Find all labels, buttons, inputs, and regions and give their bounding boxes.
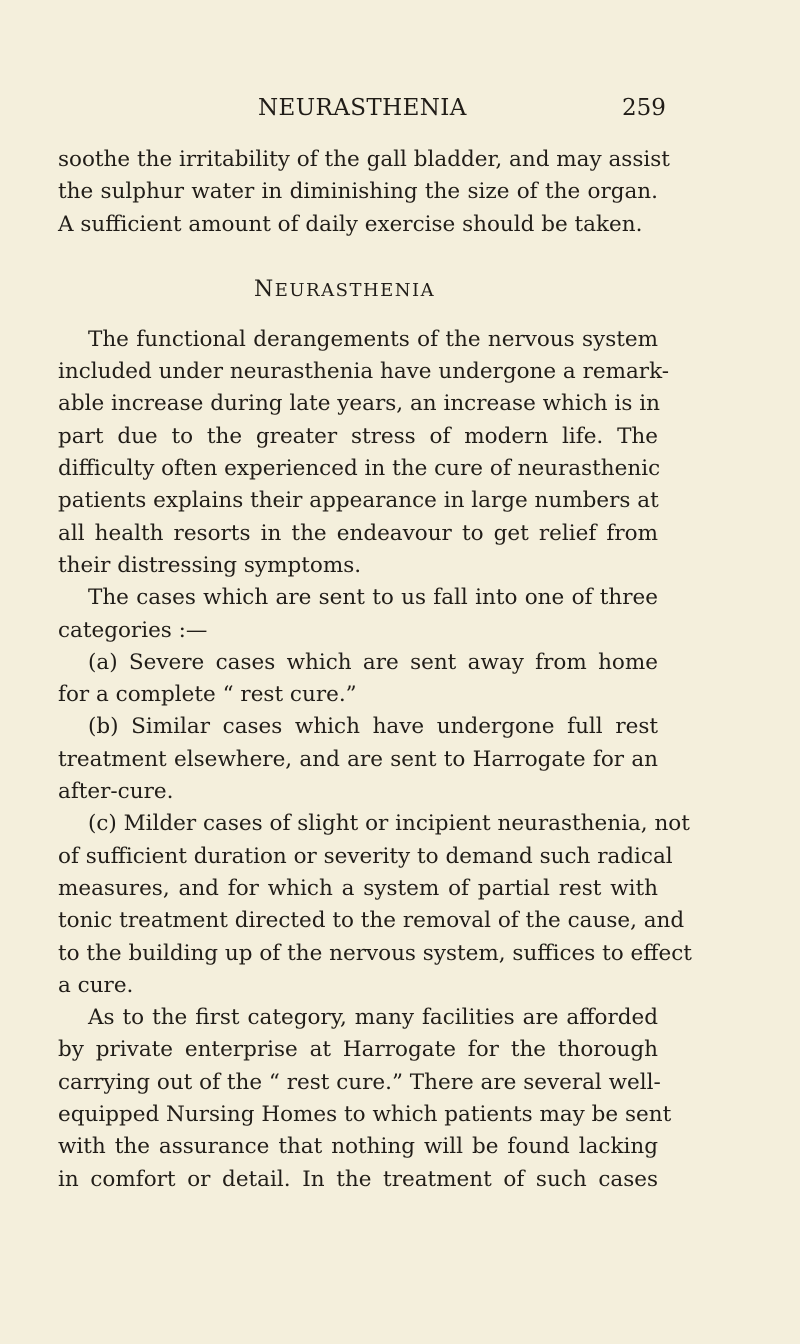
text-line: all health resorts in the endeavour to get relief from: [58, 520, 658, 546]
text-line: for a complete “ rest cure.”: [58, 682, 357, 708]
text-line: soothe the irritability of the gall bladder, and may assist: [58, 147, 670, 172]
text-line: The cases which are sent to us fall into one of three: [88, 585, 658, 611]
text-line: (b) Similar cases which have undergone full rest: [88, 714, 658, 740]
text-line: patients explains their appearance in large numbers at: [58, 488, 659, 514]
text-line: difficulty often experienced in the cure of neurasthenic: [58, 456, 661, 482]
text-line: their distressing symptoms.: [58, 552, 362, 578]
text-line: able increase during late years, an increase which is in: [58, 391, 660, 417]
paragraph: [58, 324, 669, 582]
section-heading: [58, 274, 658, 306]
text-line: measures, and for which a system of partial rest with: [58, 875, 658, 901]
text-line: tonic treatment directed to the removal of the cause, and: [58, 908, 685, 934]
list-item-a: [58, 647, 658, 712]
page-number: 259: [622, 95, 666, 121]
body-text: [58, 144, 692, 1196]
paragraph: [58, 144, 670, 241]
text-line: part due to the greater stress of modern life. The: [58, 423, 658, 449]
running-title: NEURASTHENIA: [258, 95, 467, 121]
list-item-b: [58, 711, 658, 808]
paragraph: [58, 1002, 672, 1196]
text-line: of sufficient duration or severity to demand such radical: [58, 843, 673, 869]
text-line: by private enterprise at Harrogate for the thorough: [58, 1037, 658, 1063]
text-line: (a) Severe cases which are sent away from home: [88, 649, 658, 675]
text-line: carrying out of the “ rest cure.” There are several well-: [58, 1069, 661, 1095]
text-line: the sulphur water in diminishing the size of the organ.: [58, 179, 658, 205]
text-line: The functional derangements of the nervous system: [88, 326, 658, 352]
running-head: [0, 95, 800, 135]
text-line: (c) Milder cases of slight or incipient neurasthenia, not: [88, 811, 690, 837]
text-line: in comfort or detail. In the treatment of such cases: [58, 1166, 658, 1192]
list-item-c: [58, 808, 692, 1002]
section-heading-initial: N: [254, 276, 275, 302]
text-line: categories :—: [58, 617, 208, 643]
paragraph: [58, 582, 658, 647]
text-line: included under neurasthenia have undergone a remark-: [58, 359, 669, 385]
text-line: after-cure.: [58, 779, 174, 805]
text-line: a cure.: [58, 972, 134, 998]
text-line: with the assurance that nothing will be found lacking: [58, 1134, 658, 1160]
text-line: A sufficient amount of daily exercise should be taken.: [58, 211, 643, 237]
text-line: to the building up of the nervous system, suffices to effect: [58, 940, 692, 966]
text-line: As to the first category, many facilities are afforded: [88, 1005, 658, 1031]
text-line: equipped Nursing Homes to which patients may be sent: [58, 1102, 672, 1128]
text-line: treatment elsewhere, and are sent to Harrogate for an: [58, 746, 658, 772]
section-heading-rest: EURASTHENIA: [274, 279, 436, 301]
